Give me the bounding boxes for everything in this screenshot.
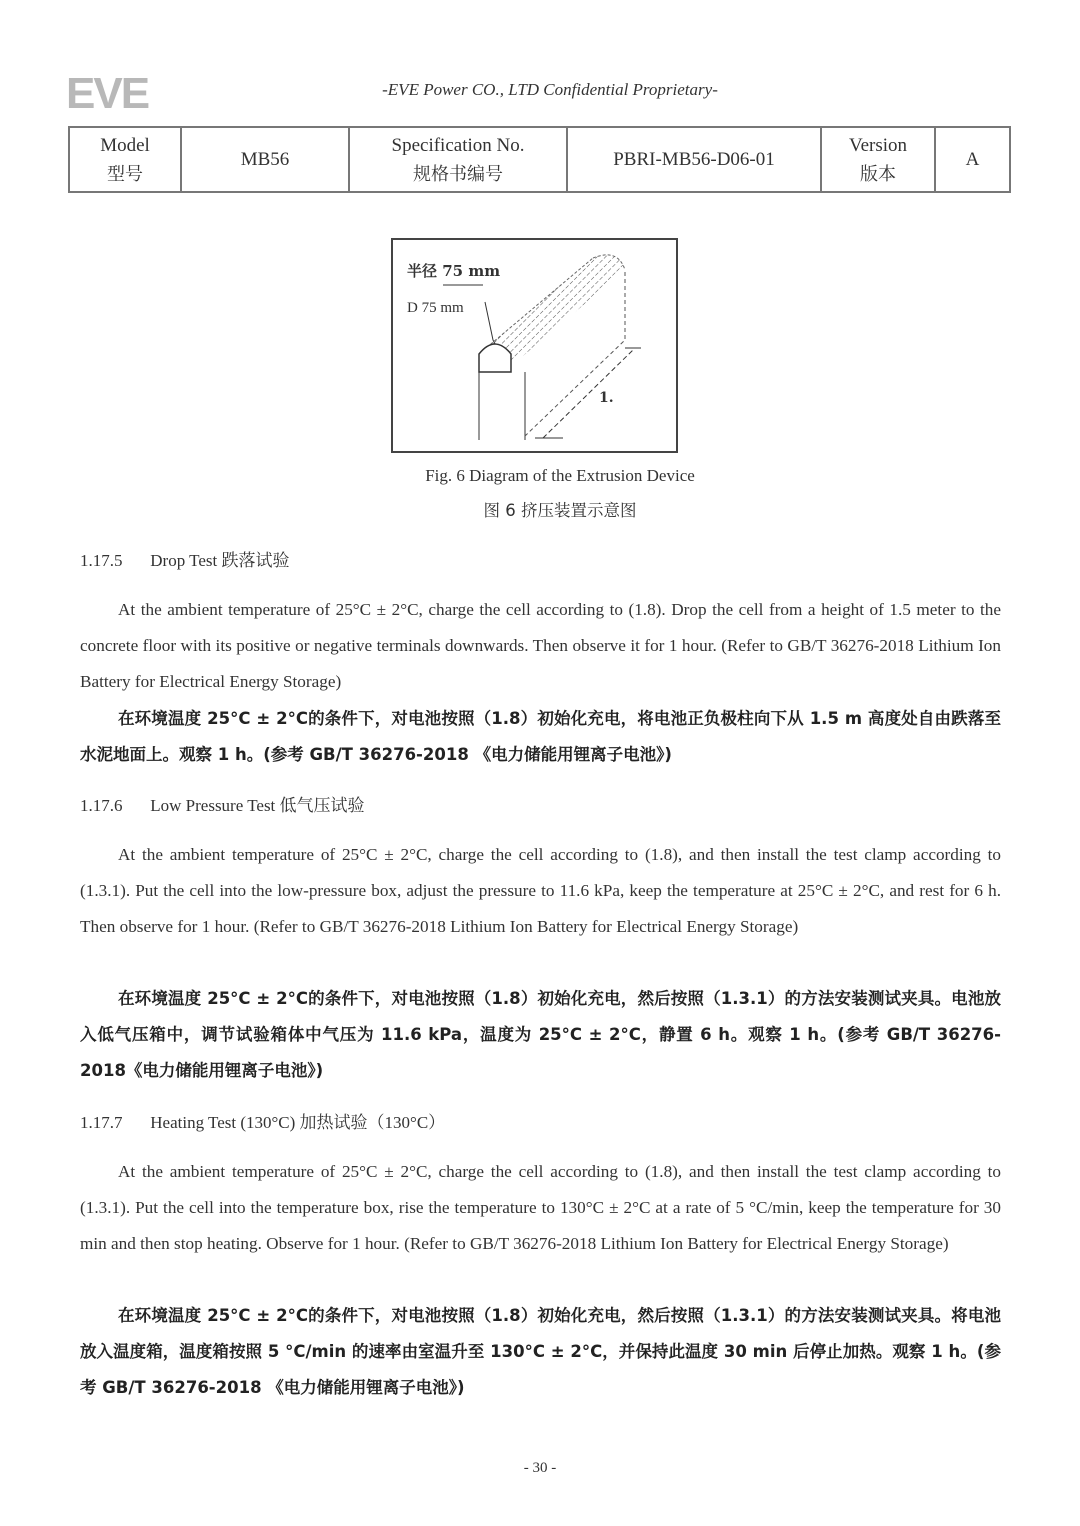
radius-label: 半径 75 mm: [407, 262, 501, 280]
version-label-cell: [821, 127, 935, 192]
low-pressure-en-text: At the ambient temperature of 25°C ± 2°C, charge the cell according to (1.8), and then install the test clamp according to (1.3.1). Put the cell into the low-pressure box, adjust the pressure to 11.6 kPa, keep the temperature at 25°C ± 2°C, and rest for 6 h. Then observe for 1 hour. (Refer to GB/T 36276-2018 Lithium Ion Battery for Electrical Energy Storage): [80, 845, 1001, 936]
version-value: A: [935, 127, 1010, 192]
section-number: 1.17.7: [80, 1113, 123, 1132]
heating-en-text: At the ambient temperature of 25°C ± 2°C, charge the cell according to (1.8), and then install the test clamp according to (1.3.1). Put the cell into the temperature box, rise the temperature to 130°C ± 2°C at a rate of 5 °C/min, keep the temperature for 30 min and then stop heating. Observe for 1 hour. (Refer to GB/T 36276-2018 Lithium Ion Battery for Electrical Energy Storage): [80, 1162, 1001, 1253]
page-number: - 30 -: [523, 1460, 557, 1476]
model-label-cell: [69, 127, 181, 192]
svg-text:EVE: EVE: [66, 72, 149, 112]
version-label-cn: 版本: [860, 163, 896, 185]
model-value: MB56: [181, 127, 349, 192]
section-number: 1.17.6: [80, 796, 123, 815]
extrusion-diagram: [393, 240, 676, 451]
spec-header-table: [68, 126, 1011, 193]
drop-test-en-text: At the ambient temperature of 25°C ± 2°C, charge the cell according to (1.8). Drop the cell from a height of 1.5 meter to the concrete floor with its positive or negative terminals downwards. Then observe it for 1 hour. (Refer to GB/T 36276-2018 Lithium Ion Battery for Electrical Energy Storage): [80, 600, 1001, 691]
section-heading-heating: [80, 1108, 445, 1133]
diameter-label: D 75 mm: [407, 300, 464, 316]
section-title: Heating Test (130°C) 加热试验（130°C）: [150, 1113, 446, 1132]
eve-logo: [66, 72, 166, 112]
figure-caption-en: Fig. 6 Diagram of the Extrusion Device: [425, 466, 695, 485]
spec-label-cn: 规格书编号: [413, 163, 503, 185]
section-heading-low-pressure: [80, 791, 365, 816]
extrusion-device-figure: [391, 238, 678, 453]
figure-caption-cn: 图 6 挤压装置示意图: [483, 501, 637, 520]
spec-label-cell: [349, 127, 567, 192]
version-label-en: Version: [848, 134, 908, 156]
section-heading-drop: [80, 546, 289, 571]
drop-test-cn-text: 在环境温度 25°C ± 2°C的条件下，对电池按照（1.8）初始化充电，将电池正负极柱向下从 1.5 m 高度处自由跌落至水泥地面上。观察 1 h。(参考 GB/T 36276-2018 《电力储能用锂离子电池》): [80, 709, 1001, 764]
low-pressure-cn-text: 在环境温度 25°C ± 2°C的条件下，对电池按照（1.8）初始化充电，然后按照（1.3.1）的方法安装测试夹具。电池放入低气压箱中，调节试验箱体中气压为 11.6 kPa，温度为 25°C ± 2°C，静置 6 h。观察 1 h。(参考 GB/T 36276-2018《电力储能用锂离子电池》): [80, 989, 1001, 1080]
confidential-notice: -EVE Power CO., LTD Confidential Proprietary-: [382, 80, 718, 99]
section-title: Drop Test 跌落试验: [150, 551, 290, 570]
spec-value: PBRI-MB56-D06-01: [567, 127, 821, 192]
section-number: 1.17.5: [80, 551, 123, 570]
model-label-en: Model: [100, 134, 150, 156]
spec-label-en: Specification No.: [391, 134, 525, 156]
section-title: Low Pressure Test 低气压试验: [150, 796, 365, 815]
length-label: 1.: [599, 390, 614, 406]
model-label-cn: 型号: [107, 163, 143, 185]
heating-cn-text: 在环境温度 25°C ± 2°C的条件下，对电池按照（1.8）初始化充电，然后按照（1.3.1）的方法安装测试夹具。将电池放入温度箱，温度箱按照 5 °C/min 的速率由室温升至 130°C ± 2°C，并保持此温度 30 min 后停止加热。观察 1 h。(参考 GB/T 36276-2018 《电力储能用锂离子电池》): [80, 1306, 1001, 1397]
